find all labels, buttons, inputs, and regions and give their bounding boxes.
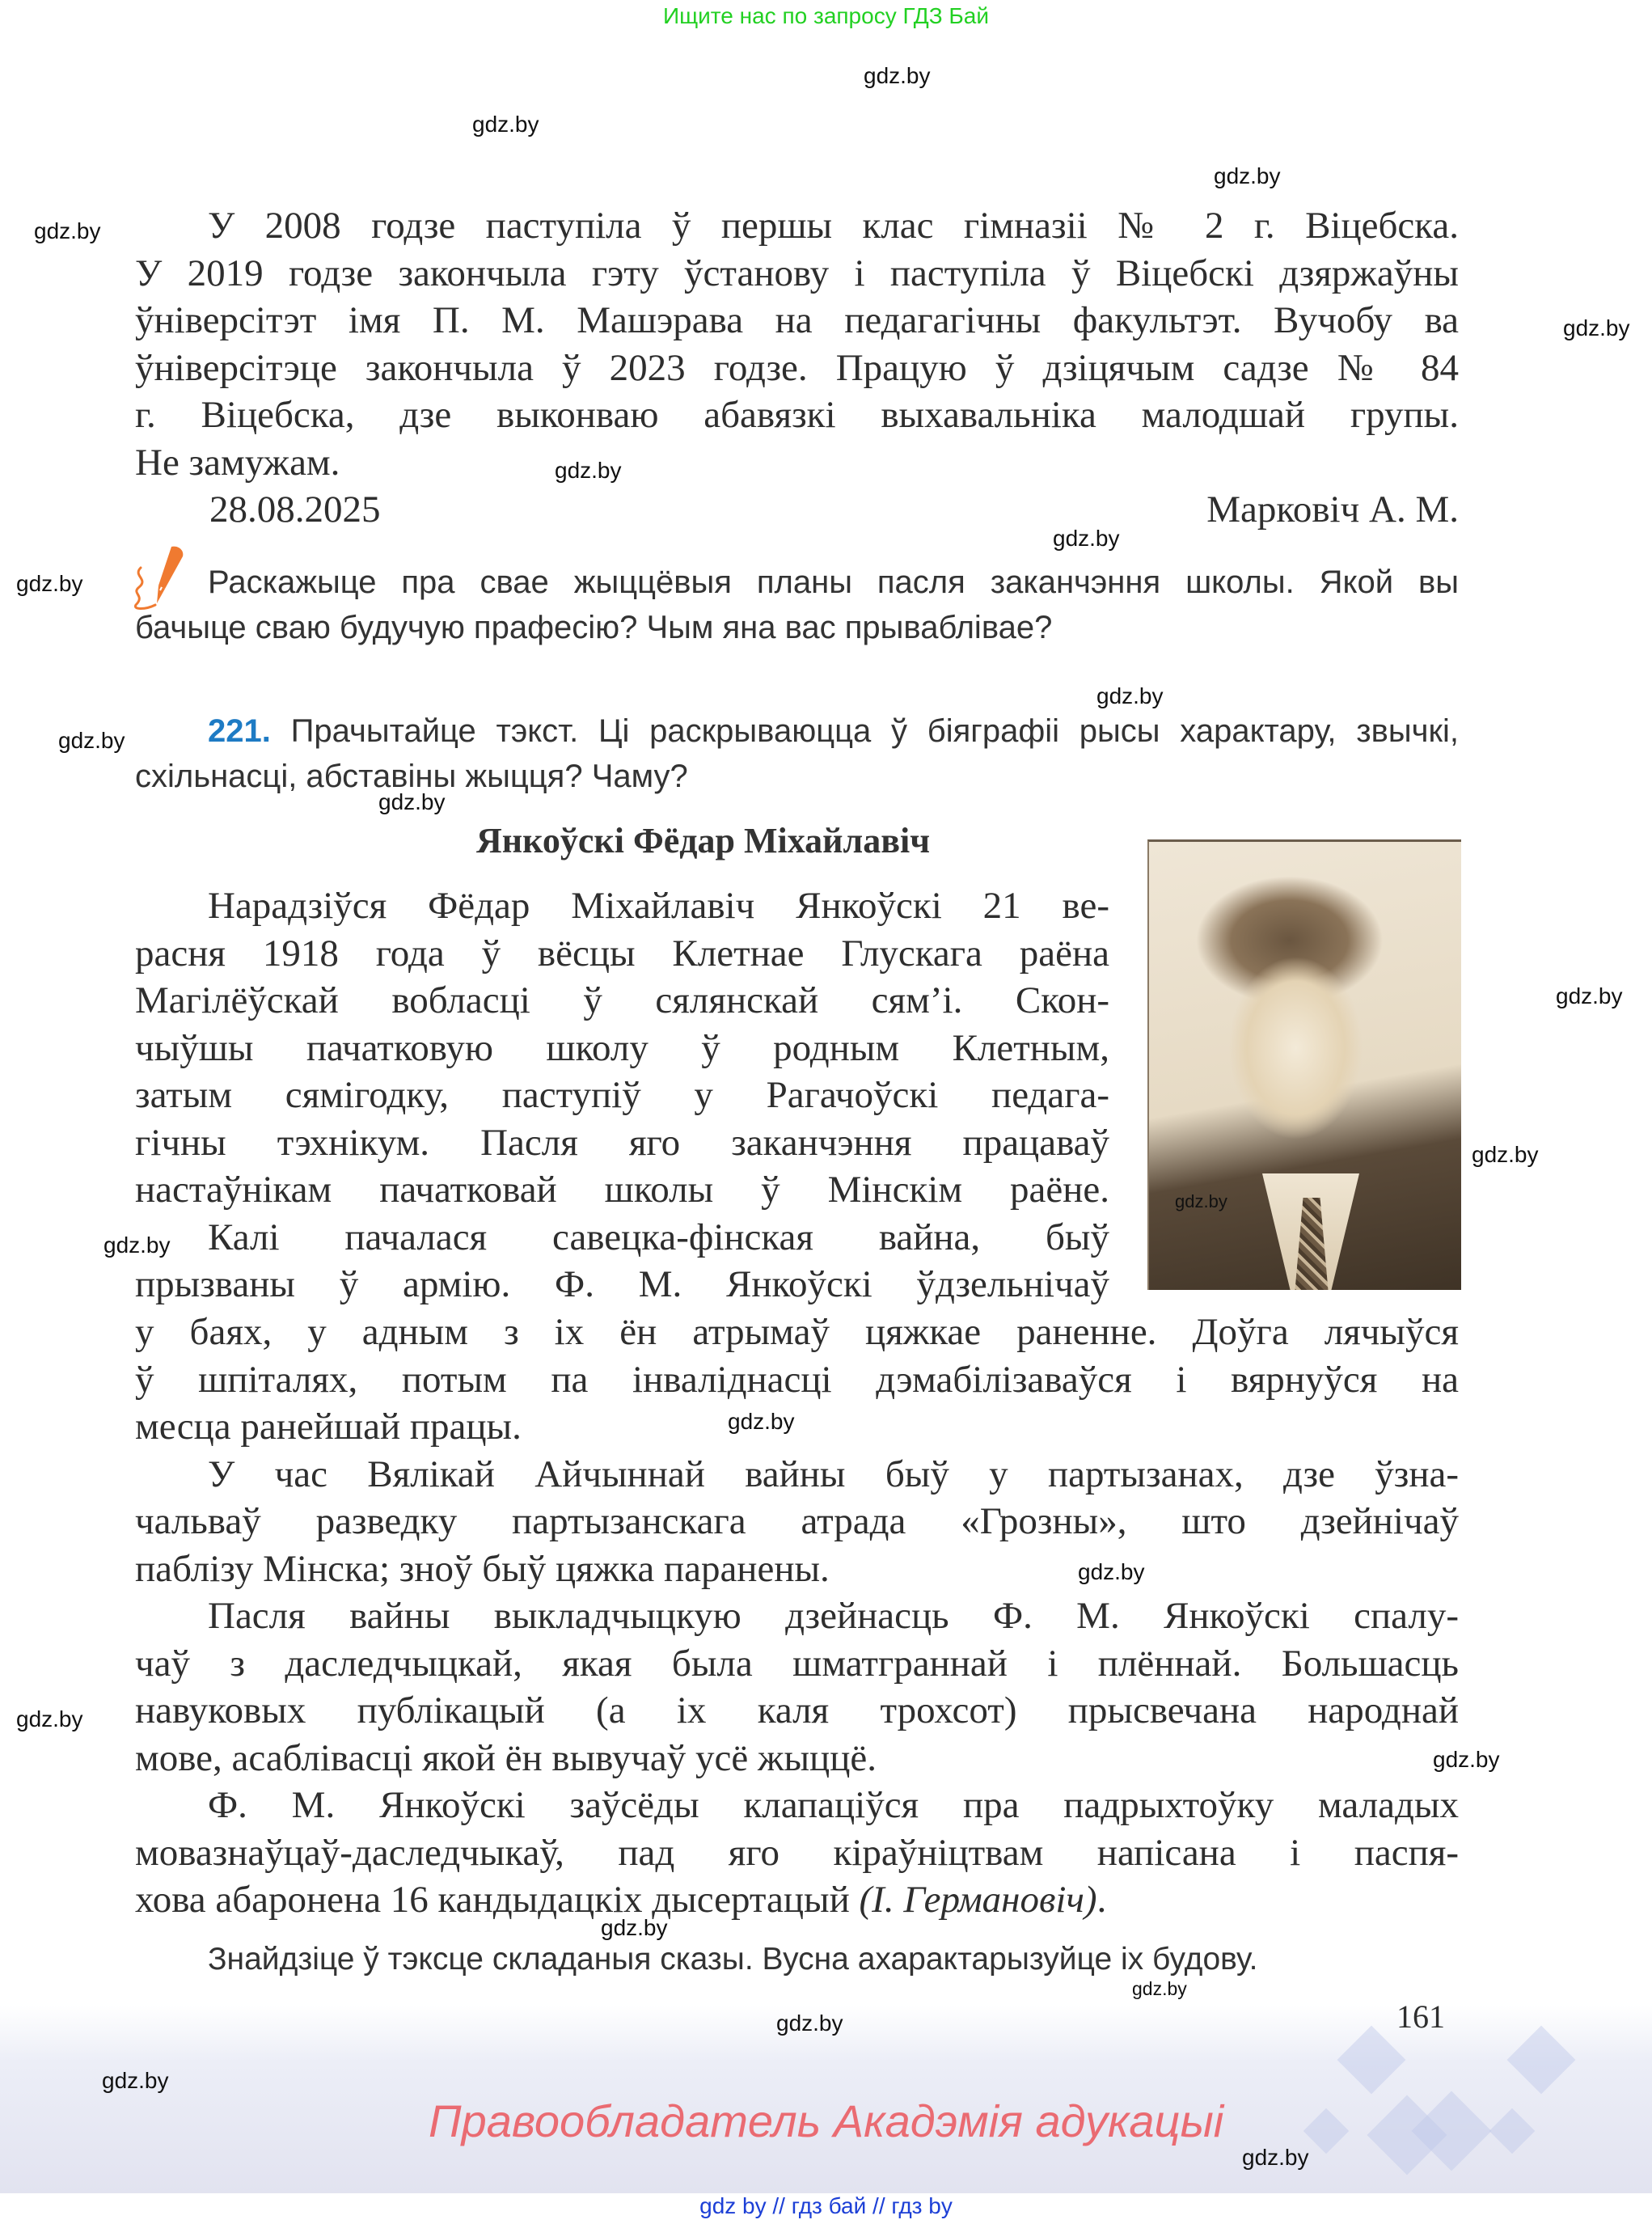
watermark: gdz.by: [1563, 315, 1630, 340]
text-line: гічны тэхнікум. Пасля яго заканчэння працаваў: [135, 1121, 1109, 1164]
writing-task: [135, 560, 1459, 650]
biography-text-wide: [135, 1309, 1459, 1924]
text-line: чаў з даследчыцкай, якая была шматграннай і плённай. Большасць: [135, 1642, 1459, 1685]
watermark: gdz.by: [555, 458, 622, 483]
exercise-instruction: Прачытайце тэкст. Ці раскрываюцца ў біяграфіі рысы характару, звычкі,: [290, 713, 1459, 749]
text-line: ўніверсітэце закончыла ў 2023 годзе. Працую ў дзіцячым садзе № 84: [135, 346, 1459, 389]
text-line: [135, 1876, 1459, 1924]
watermark: gdz.by: [472, 112, 539, 137]
watermark: gdz.by: [1132, 1978, 1187, 1999]
exercise-221: [135, 708, 1459, 799]
text-line: прызваны ў армію. Ф. М. Янкоўскі ўдзельнічаў: [135, 1263, 1109, 1305]
watermark: gdz.by: [1175, 1191, 1227, 1211]
text-line: настаўнікам пачатковай школы ў Мінскім раёне.: [135, 1169, 1109, 1211]
watermark: gdz.by: [1078, 1559, 1145, 1584]
text-line: У 2019 годзе закончыла гэту ўстанову і паступіла ў Віцебскі дзяржаўны: [135, 252, 1459, 294]
text-line: чыўшы пачатковую школу ў родным Клетным,: [135, 1026, 1109, 1069]
watermark: gdz.by: [864, 63, 931, 88]
signature-row: [135, 486, 1459, 535]
text-line: расня 1918 года ў вёсцы Клетнае Глускага раёна: [135, 932, 1109, 975]
watermark: gdz.by: [1472, 1142, 1539, 1167]
text-line: ўніверсітэт імя П. М. Машэрава на педагагічны факультэт. Вучобу ва: [135, 299, 1459, 341]
biography-text-narrow: [135, 882, 1109, 1309]
date: 28.08.2025: [209, 488, 381, 531]
text-line: г. Віцебска, дзе выконваю абавязкі выхавальніка малодшай групы.: [135, 394, 1459, 436]
exercise-number: 221.: [208, 713, 271, 749]
search-banner[interactable]: Ищите нас по запросу ГДЗ Бай: [662, 3, 990, 28]
text-line: схільнасці, абставіны жыцця? Чаму?: [135, 759, 688, 794]
text-line: Магілёўскай вобласці ў сялянскай сям’і. Скон-: [135, 979, 1109, 1021]
text-line: Ф. М. Янкоўскі заўсёды клапаціўся пра падрыхтоўку маладых: [208, 1784, 1459, 1826]
biography-title: Янкоўскі Фёдар Міхайлавіч: [475, 821, 931, 860]
text-line: мове, асаблівасці якой ён вывучаў усё жыццё.: [135, 1736, 877, 1779]
author-credit: (І. Германовіч): [859, 1879, 1097, 1921]
punctuation: .: [1096, 1879, 1107, 1921]
watermark: gdz.by: [104, 1233, 171, 1258]
watermark: gdz.by: [1096, 683, 1164, 708]
page-number: 161: [1396, 1998, 1445, 2035]
watermark: gdz.by: [102, 2068, 169, 2093]
autobiography-block: [135, 202, 1459, 535]
watermark: gdz.by: [1242, 2145, 1309, 2170]
decor-diamond: [1337, 2026, 1406, 2095]
decor-diamond: [1412, 2091, 1492, 2171]
decor-diamond: [1507, 2026, 1576, 2095]
watermark: gdz.by: [378, 789, 446, 814]
text-line: чальваў разведку партызанскага атрада «Грозны», што дзейнічаў: [135, 1500, 1459, 1542]
watermark: gdz.by: [1556, 983, 1623, 1008]
text-line: ў шпіталях, потым па інваліднасці дэмабілізаваўся і вярнуўся на: [135, 1358, 1459, 1401]
watermark: gdz.by: [1053, 526, 1120, 551]
watermark: gdz.by: [34, 218, 101, 243]
watermark: gdz.by: [16, 571, 83, 596]
follow-up-task: Знайдзіце ў тэксце складаныя сказы. Вусна ахарактарызуйце іх будову.: [208, 1942, 1258, 1977]
watermark: gdz.by: [601, 1915, 668, 1940]
text-line: У 2008 годзе паступіла ў першы клас гімназіі № 2 г. Віцебска.: [208, 205, 1459, 247]
text-line: бачыце сваю будучую прафесію? Чым яна вас прываблівае?: [135, 610, 1053, 645]
text-line: Пасля вайны выкладчыцкую дзейнасць Ф. М. Янкоўскі спалу-: [208, 1595, 1459, 1637]
text-line: месца ранейшай працы.: [135, 1406, 522, 1448]
text-line: Калі пачалася савецка-фінская вайна, быў: [208, 1216, 1109, 1258]
text-line: затым сямігодку, паступіў у Рагачоўскі педага-: [135, 1074, 1109, 1116]
watermark: gdz.by: [728, 1409, 795, 1434]
text-line: У час Вялікай Айчыннай вайны быў у партызанах, дзе ўзна-: [208, 1452, 1459, 1495]
watermark: gdz.by: [776, 2010, 843, 2036]
text-line: Не замужам.: [135, 441, 340, 484]
exercise-line: [135, 708, 1459, 754]
site-links[interactable]: gdz by // гдз бай // гдз by: [699, 2193, 953, 2218]
signature: Марковіч А. М.: [1206, 488, 1459, 531]
copyright-notice: Правообладатель Акадэмія адукацыі: [429, 2095, 1224, 2146]
portrait-photo: [1147, 839, 1461, 1290]
watermark: gdz.by: [1433, 1747, 1500, 1772]
watermark: gdz.by: [58, 728, 125, 753]
autobiography-text: [135, 202, 1459, 486]
text-line: у баях, у адным з іх ён атрымаў цяжкае раненне. Доўга лячыўся: [135, 1311, 1459, 1353]
text-line: мовазнаўцаў-даследчыкаў, пад яго кіраўніцтвам напісана і паспя-: [135, 1831, 1459, 1874]
text-line: паблізу Мінска; зноў быў цяжка паранены.: [135, 1547, 830, 1590]
text-line: Раскажыце пра свае жыццёвыя планы пасля заканчэння школы. Якой вы: [208, 564, 1459, 600]
watermark: gdz.by: [16, 1706, 83, 1731]
text-line: навуковых публікацый (а іх каля трохсот) прысвечана народнай: [135, 1689, 1459, 1731]
watermark: gdz.by: [1214, 163, 1281, 188]
decor-diamond: [1303, 2108, 1350, 2154]
final-line: хова абаронена 16 кандыдацкіх дысертацый: [135, 1879, 850, 1921]
decor-diamond: [1489, 2108, 1536, 2154]
text-line: Нарадзіўся Фёдар Міхайлавіч Янкоўскі 21 ве-: [208, 885, 1109, 927]
